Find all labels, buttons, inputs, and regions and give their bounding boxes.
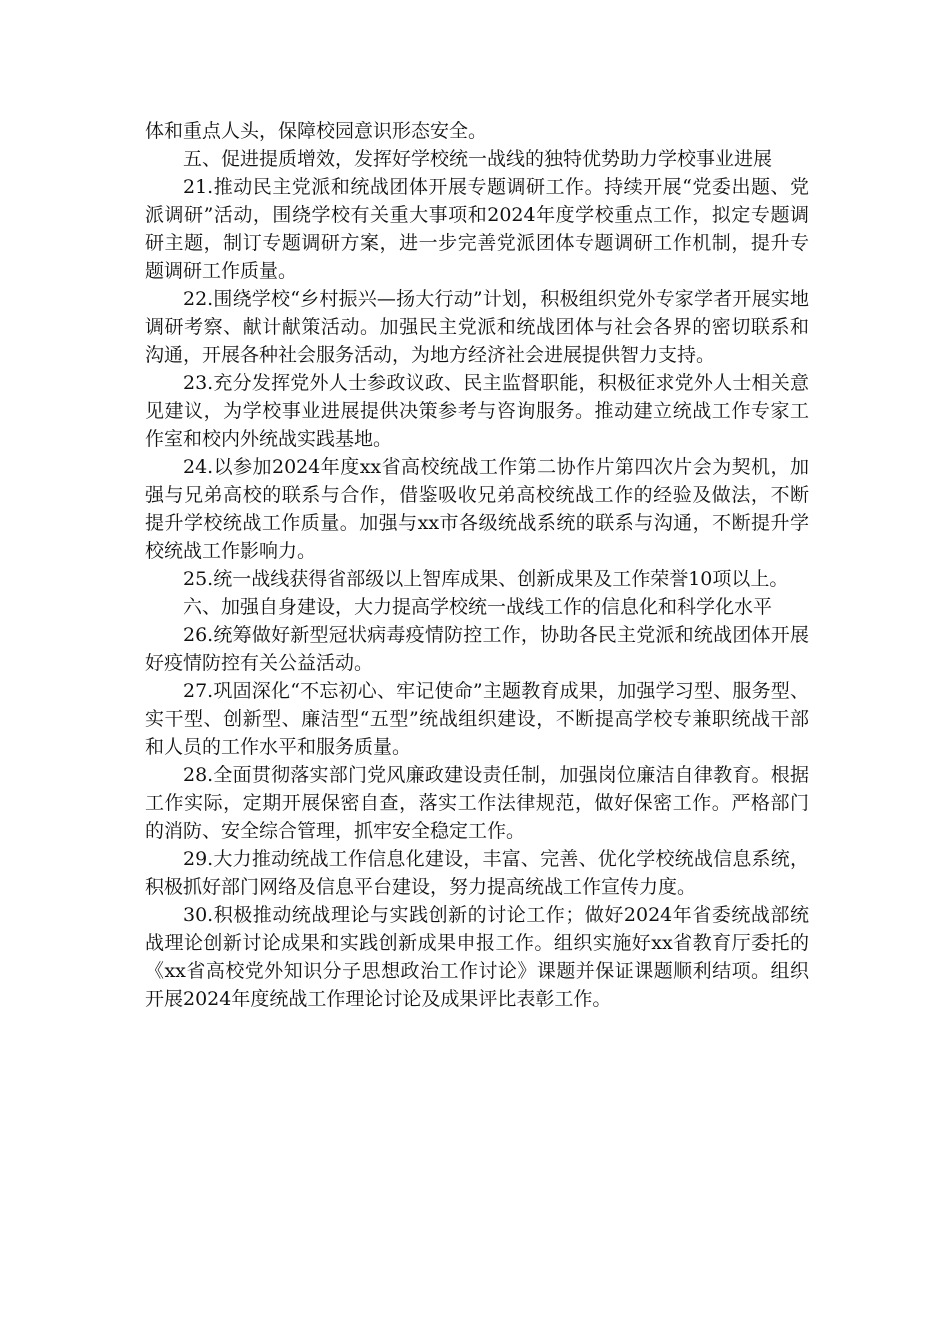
paragraph-continuation: 体和重点人头，保障校园意识形态安全。 [145,120,488,142]
paragraph-item-27: 27.巩固深化“不忘初心、牢记使命”主题教育成果，加强学习型、服务型、实干型、创新型、廉洁型“五型”统战组织建设，不断提高学校专兼职统战干部和人员的工作水平和服务质量。 [145,680,809,758]
paragraph-item-26: 26.统筹做好新型冠状病毒疫情防控工作，协助各民主党派和统战团体开展好疫情防控有关公益活动。 [145,624,809,674]
section-heading-six: 六、加强自身建设，大力提高学校统一战线工作的信息化和科学化水平 [183,596,773,618]
paragraph-item-25: 25.统一战线获得省部级以上智库成果、创新成果及工作荣誉10项以上。 [183,568,789,590]
paragraph-item-24: 24.以参加2024年度xx省高校统战工作第二协作片第四次片会为契机，加强与兄弟高校的联系与合作，借鉴吸收兄弟高校统战工作的经验及做法，不断提升学校统战工作质量。加强与xx市各级统战系统的联系与沟通，不断提升学校统战工作影响力。 [145,456,809,562]
paragraph-item-23: 23.充分发挥党外人士参政议政、民主监督职能，积极征求党外人士相关意见建议，为学校事业进展提供决策参考与咨询服务。推动建立统战工作专家工作室和校内外统战实践基地。 [145,372,809,450]
paragraph-item-21: 21.推动民主党派和统战团体开展专题调研工作。持续开展“党委出题、党派调研”活动，围绕学校有关重大事项和2024年度学校重点工作，拟定专题调研主题，制订专题调研方案，进一步完善党派团体专题调研工作机制，提升专题调研工作质量。 [145,176,809,282]
paragraph-item-29: 29.大力推动统战工作信息化建设，丰富、完善、优化学校统战信息系统，积极抓好部门网络及信息平台建设，努力提高统战工作宣传力度。 [145,848,809,898]
paragraph-item-30: 30.积极推动统战理论与实践创新的讨论工作；做好2024年省委统战部统战理论创新讨论成果和实践创新成果申报工作。组织实施好xx省教育厅委托的《xx省高校党外知识分子思想政治工作讨论》课题并保证课题顺利结项。组织开展2024年度统战工作理论讨论及成果评比表彰工作。 [145,904,809,1010]
paragraph-item-28: 28.全面贯彻落实部门党风廉政建设责任制，加强岗位廉洁自律教育。根据工作实际，定期开展保密自查，落实工作法律规范，做好保密工作。严格部门的消防、安全综合管理，抓牢安全稳定工作。 [145,764,809,842]
section-heading-five: 五、促进提质增效，发挥好学校统一战线的独特优势助力学校事业进展 [183,148,773,170]
paragraph-item-22: 22.围绕学校“乡村振兴—扬大行动”计划，积极组织党外专家学者开展实地调研考察、献计献策活动。加强民主党派和统战团体与社会各界的密切联系和沟通，开展各种社会服务活动，为地方经济社会进展提供智力支持。 [145,288,809,366]
document-body [145,117,809,1013]
